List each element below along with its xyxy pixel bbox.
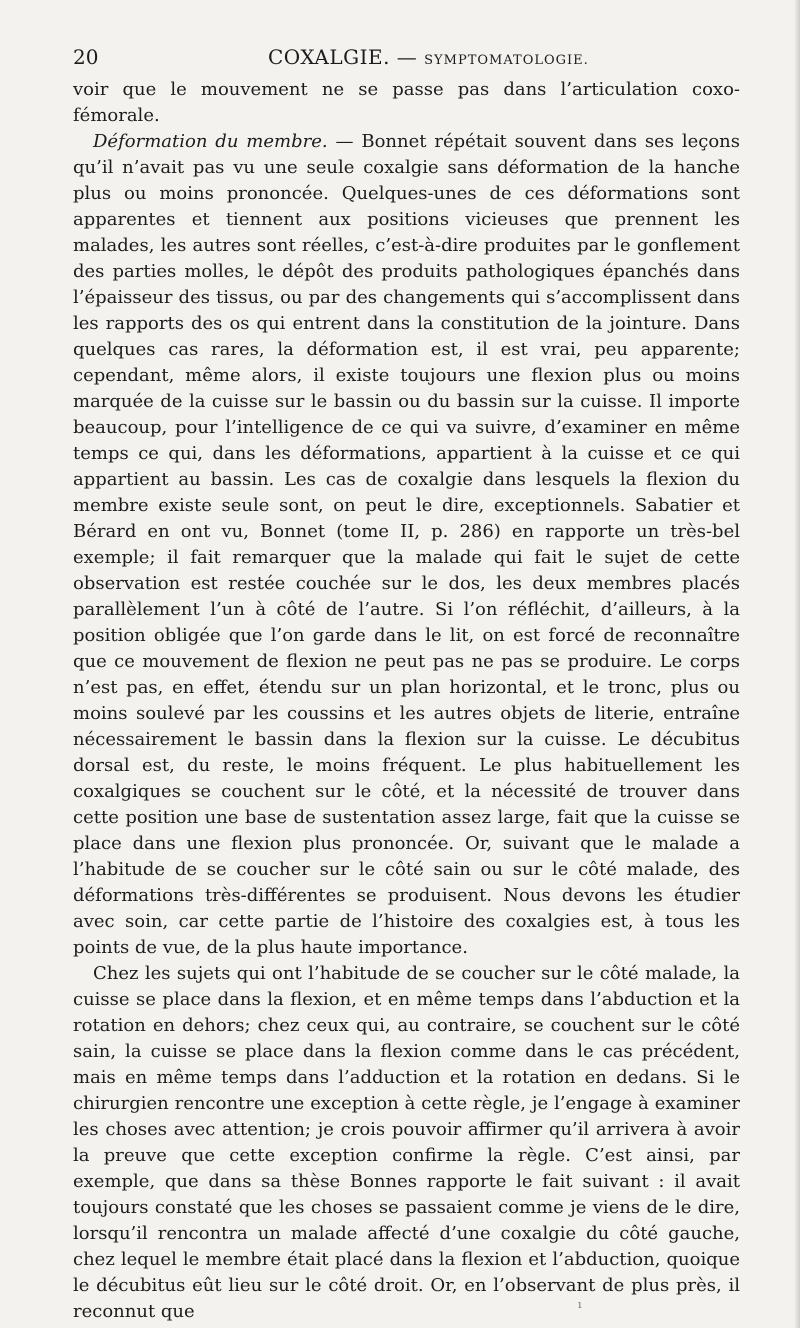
running-title-sub: SYMPTOMATOLOGIE. bbox=[424, 53, 589, 68]
section-heading-deformation: Déformation du membre. bbox=[93, 131, 328, 152]
paragraph-continuation: voir que le mouvement ne se passe pas dans l’articulation coxo-fémorale. bbox=[73, 79, 740, 126]
margin-mark: ı bbox=[578, 1298, 582, 1311]
body-text bbox=[73, 77, 740, 1325]
paragraph-deformation-text: — Bonnet répétait souvent dans ses leçons qu’il n’avait pas vu une seule coxalgie sans déformation de la hanche plus ou moins prononcée. Quelques-unes de ces déformations sont apparentes et tiennent aux positions vicieuses que prennent les malades, les autres sont réelles, c’est-à-dire produites par le gonflement des parties molles, le dépôt des produits pathologiques épanchés dans l’épaisseur des tissus, ou par des changements qui s’accomplissent dans les rapports des os qui entrent dans la constitution de la jointure. Dans quelques cas rares, la déformation est, il est vrai, peu apparente; cependant, même alors, il existe toujours une flexion plus ou moins marquée de la cuisse sur le bassin ou du bassin sur la cuisse. Il importe beaucoup, pour l’intelligence de ce qui va suivre, d’examiner en même temps ce qui, dans les déformations, appartient à la cuisse et ce qui appartient au bassin. Les cas de coxalgie dans lesquels la flexion du membre existe seule sont, on peut le dire, exceptionnels. Sabatier et Bérard en ont vu, Bonnet (tome II, p. 286) en rapporte un très-bel exemple; il fait remarquer que la malade qui fait le sujet de cette observation est restée couchée sur le dos, les deux membres placés parallèlement l’un à côté de l’autre. Si l’on réfléchit, d’ailleurs, à la position obligée que l’on garde dans le lit, on est forcé de reconnaître que ce mouvement de flexion ne peut pas ne pas se produire. Le corps n’est pas, en effet, étendu sur un plan horizontal, et le tronc, plus ou moins soulevé par les coussins et les autres objets de literie, entraîne nécessairement le bassin dans la flexion sur la cuisse. Le décubitus dorsal est, du reste, le moins fréquent. Le plus habituellement les coxalgiques se couchent sur le côté, et la nécessité de trouver dans cette position une base de sustentation assez large, fait que la cuisse se place dans une flexion plus prononcée. Or, suivant que le malade a l’habitude de se coucher sur le côté sain ou sur le côté malade, des déformations très-différentes se produisent. Nous devons les étudier avec soin, car cette partie de l’histoire des coxalgies est, à tous les points de vue, de la plus haute importance. bbox=[73, 131, 740, 958]
running-title bbox=[268, 40, 589, 78]
running-header bbox=[73, 40, 743, 74]
paragraph-decubitus: Chez les sujets qui ont l’habitude de se coucher sur le côté malade, la cuisse se place dans la flexion, et en même temps dans l’abduction et la rotation en dehors; chez ceux qui, au contraire, se couchent sur le côté sain, la cuisse se place dans la flexion comme dans le cas précédent, mais en même temps dans l’adduction et la rotation en dedans. Si le chirurgien rencontre une exception à cette règle, je l’engage à examiner les choses avec attention; je crois pouvoir affirmer qu’il arrivera à avoir la preuve que cette exception confirme la règle. C’est ainsi, par exemple, que dans sa thèse Bonnes rapporte le fait suivant : il avait toujours constaté que les choses se passaient comme je viens de le dire, lorsqu’il rencontra un malade affecté d’une coxalgie du côté gauche, chez lequel le membre était placé dans la flexion et l’abduction, quoique le décubitus eût lieu sur le côté droit. Or, en l’observant de plus près, il reconnut que bbox=[73, 963, 740, 1322]
page-edge-shadow bbox=[794, 0, 800, 1328]
running-title-main: COXALGIE. bbox=[268, 45, 390, 69]
paragraph-deformation bbox=[73, 129, 740, 961]
page-number: 20 bbox=[73, 45, 99, 69]
running-title-dash: — bbox=[389, 45, 425, 69]
